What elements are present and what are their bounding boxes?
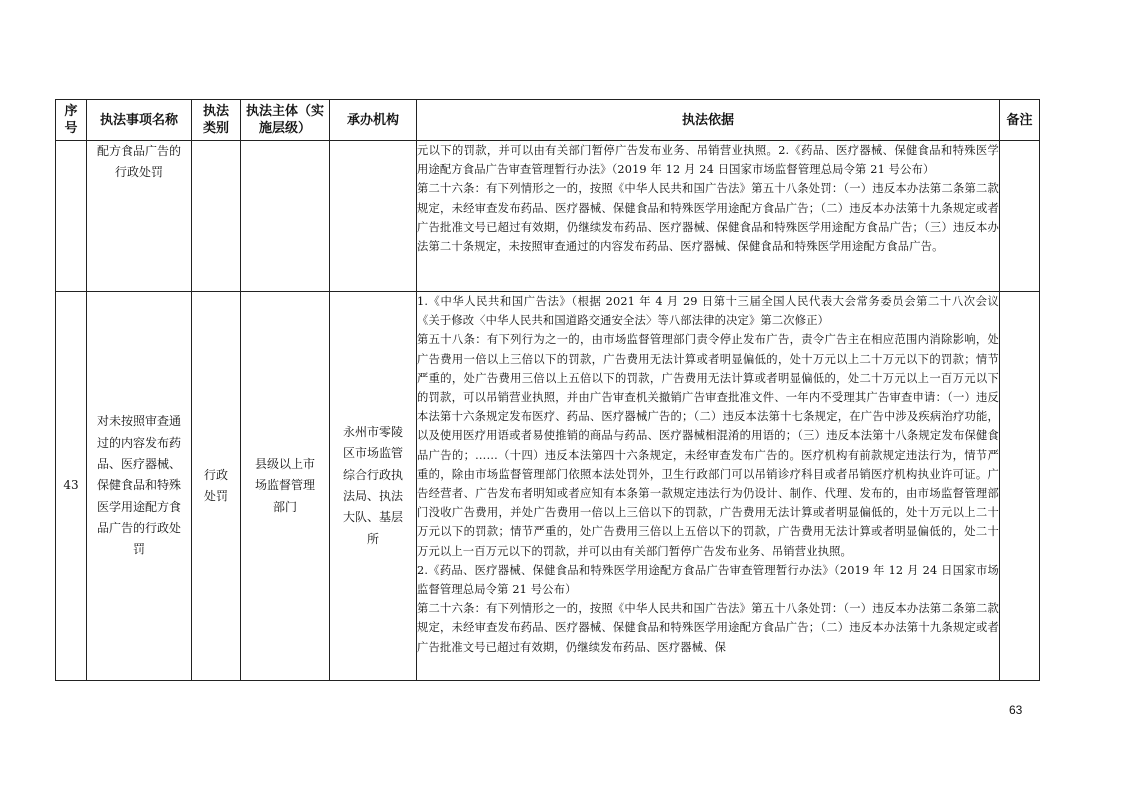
basis-paragraph: 元以下的罚款，并可以由有关部门暂停广告发布业务、吊销营业执照。2.《药品、医疗器械、保健食品和特殊医学用途配方食品广告审查管理暂行办法》（2019 年 12 月 24 日国家市场监督管理总局令第 21 号公布） <box>417 144 999 177</box>
row-remark <box>1000 141 1040 292</box>
header-item-name: 执法事项名称 <box>87 100 192 141</box>
row-agency <box>330 141 417 292</box>
row-seq: 43 <box>56 292 87 681</box>
table-row <box>56 292 1040 681</box>
row-item-name: 配方食品广告的行政处罚 <box>87 141 192 292</box>
row-category: 行政处罚 <box>192 292 241 681</box>
basis-paragraph: 2.《药品、医疗器械、保健食品和特殊医学用途配方食品广告审查管理暂行办法》（2019 年 12 月 24 日国家市场监督管理总局令第 21 号公布） <box>417 563 999 597</box>
header-row <box>56 100 1040 141</box>
row-seq <box>56 141 87 292</box>
basis-paragraph: 第二十六条：有下列情形之一的，按照《中华人民共和国广告法》第五十八条处罚：（一）违反本办法第二条第二款规定，未经审查发布药品、医疗器械、保健食品和特殊医学用途配方食品广告；（二）违反本办法第十九条规定或者广告批准文号已超过有效期，仍继续发布药品、医疗器械、保健食品和特殊医学用途配方食品广告；（三）违反本办法第二十条规定，未按照审查通过的内容发布药品、医疗器械、保健食品和特殊医学用途配方食品广告。 <box>417 182 999 254</box>
table-row <box>56 141 1040 292</box>
row-basis <box>417 141 1000 292</box>
row-agency: 永州市零陵区市场监管综合行政执法局、执法大队、基层所 <box>330 292 417 681</box>
header-basis: 执法依据 <box>417 100 1000 141</box>
enforcement-table <box>55 99 1040 681</box>
basis-paragraph: 1.《中华人民共和国广告法》（根据 2021 年 4 月 29 日第十三届全国人民代表大会常务委员会第二十八次会议《关于修改〈中华人民共和国道路交通安全法〉等八部法律的决定》第二次修正） <box>417 295 999 328</box>
header-remark: 备注 <box>1000 100 1040 141</box>
basis-paragraph: 第二十六条：有下列情形之一的，按照《中华人民共和国广告法》第五十八条处罚：（一）违反本办法第二条第二款规定，未经审查发布药品、医疗器械、保健食品和特殊医学用途配方食品广告；（二）违反本办法第十九条规定或者广告批准文号已超过有效期，仍继续发布药品、医疗器械、保 <box>417 602 999 654</box>
basis-paragraph: 第五十八条：有下列行为之一的，由市场监督管理部门责令停止发布广告，责令广告主在相应范围内消除影响，处广告费用一倍以上三倍以下的罚款，广告费用无法计算或者明显偏低的，处十万元以上二十万元以下的罚款；情节严重的，处广告费用三倍以上五倍以下的罚款，广告费用无法计算或者明显偏低的，处二十万元以上一百万元以下的罚款，可以吊销营业执照，并由广告审查机关撤销广告审查批准文件、一年内不受理其广告审查申请：（一）违反本法第十六条规定发布医疗、药品、医疗器械广告的；（二）违反本法第十七条规定，在广告中涉及疾病治疗功能，以及使用医疗用语或者易使推销的商品与药品、医疗器械相混淆的用语的；（三）违反本法第十八条规定发布保健食品广告的；……（十四）违反本法第四十六条规定，未经审查发布广告的。医疗机构有前款规定违法行为，情节严重的，除由市场监督管理部门依照本法处罚外，卫生行政部门可以吊销诊疗科目或者吊销医疗机构执业许可证。广告经营者、广告发布者明知或者应知有本条第一款规定违法行为仍设计、制作、代理、发布的，由市场监督管理部门没收广告费用，并处广告费用一倍以上三倍以下的罚款，广告费用无法计算或者明显偏低的，处十万元以上二十万元以下的罚款；情节严重的，处广告费用三倍以上五倍以下的罚款，广告费用无法计算或者明显偏低的，处二十万元以上一百万元以下的罚款，并可以由有关部门暂停广告发布业务、吊销营业执照。 <box>417 333 999 558</box>
row-remark <box>1000 292 1040 681</box>
row-basis <box>417 292 1000 681</box>
row-category <box>192 141 241 292</box>
row-subject: 县级以上市场监督管理部门 <box>241 292 330 681</box>
page-number: 63 <box>1009 703 1023 717</box>
header-subject: 执法主体（实施层级） <box>241 100 330 141</box>
header-agency: 承办机构 <box>330 100 417 141</box>
row-item-name: 对未按照审查通过的内容发布药品、医疗器械、保健食品和特殊医学用途配方食品广告的行政处罚 <box>87 292 192 681</box>
row-subject <box>241 141 330 292</box>
header-category: 执法类别 <box>192 100 241 141</box>
header-seq: 序号 <box>56 100 87 141</box>
